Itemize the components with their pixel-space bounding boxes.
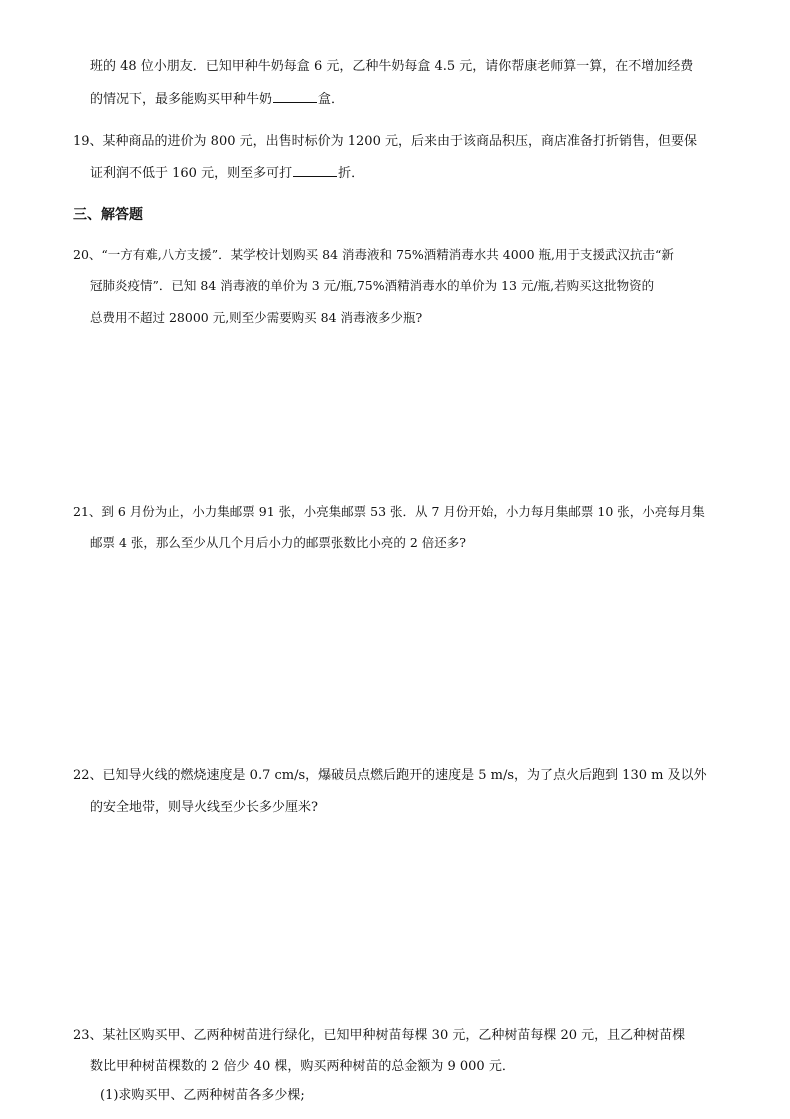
q22-line1: 22、已知导火线的燃烧速度是 0.7 cm/s，爆破员点燃后跑开的速度是 5 m/s，为了点火后跑到 130 m 及以外: [73, 768, 707, 783]
answer-blank: [273, 90, 317, 103]
answer-blank: [293, 164, 337, 177]
q21-line2: 邮票 4 张，那么至少从几个月后小力的邮票张数比小亮的 2 倍还多?: [90, 535, 467, 550]
q21-line1: 21、到 6 月份为止，小力集邮票 91 张，小亮集邮票 53 张．从 7 月份开始，小力每月集邮票 10 张，小亮每月集: [73, 504, 705, 519]
q19-line2-after: 折．: [338, 166, 365, 181]
q20-line3: 总费用不超过 28000 元,则至少需要购买 84 消毒液多少瓶?: [90, 310, 423, 325]
q20-line2: 冠肺炎疫情”．已知 84 消毒液的单价为 3 元/瓶,75%酒精消毒水的单价为 13 元/瓶,若购买这批物资的: [90, 278, 655, 293]
q23-sub1: (1)求购买甲、乙两种树苗各多少棵;: [100, 1088, 305, 1103]
q23-line1: 23、某社区购买甲、乙两种树苗进行绿化，已知甲种树苗每棵 30 元，乙种树苗每棵 20 元，且乙种树苗棵: [73, 1028, 686, 1043]
q18-line1: 班的 48 位小朋友．已知甲种牛奶每盒 6 元，乙种牛奶每盒 4.5 元，请你帮康老师算一算，在不增加经费: [90, 59, 694, 74]
q19-line2-before: 证利润不低于 160 元，则至多可打: [90, 166, 293, 181]
q19-line2: [90, 164, 364, 183]
q18-line2: [90, 90, 344, 109]
section-heading: 三、解答题: [73, 207, 143, 223]
q22-line2: 的安全地带，则导火线至少长多少厘米?: [90, 800, 318, 815]
q18-line2-before: 的情况下，最多能购买甲种牛奶: [90, 92, 273, 107]
q19-line1: 19、某种商品的进价为 800 元，出售时标价为 1200 元，后来由于该商品积压，商店准备打折销售，但要保: [73, 134, 697, 149]
q23-line2: 数比甲种树苗棵数的 2 倍少 40 棵，购买两种树苗的总金额为 9 000 元．: [90, 1059, 515, 1074]
q20-line1: 20、“一方有难,八方支援”．某学校计划购买 84 消毒液和 75%酒精消毒水共 4000 瓶,用于支援武汉抗击“新: [73, 247, 674, 262]
q18-line2-after: 盒．: [318, 92, 345, 107]
